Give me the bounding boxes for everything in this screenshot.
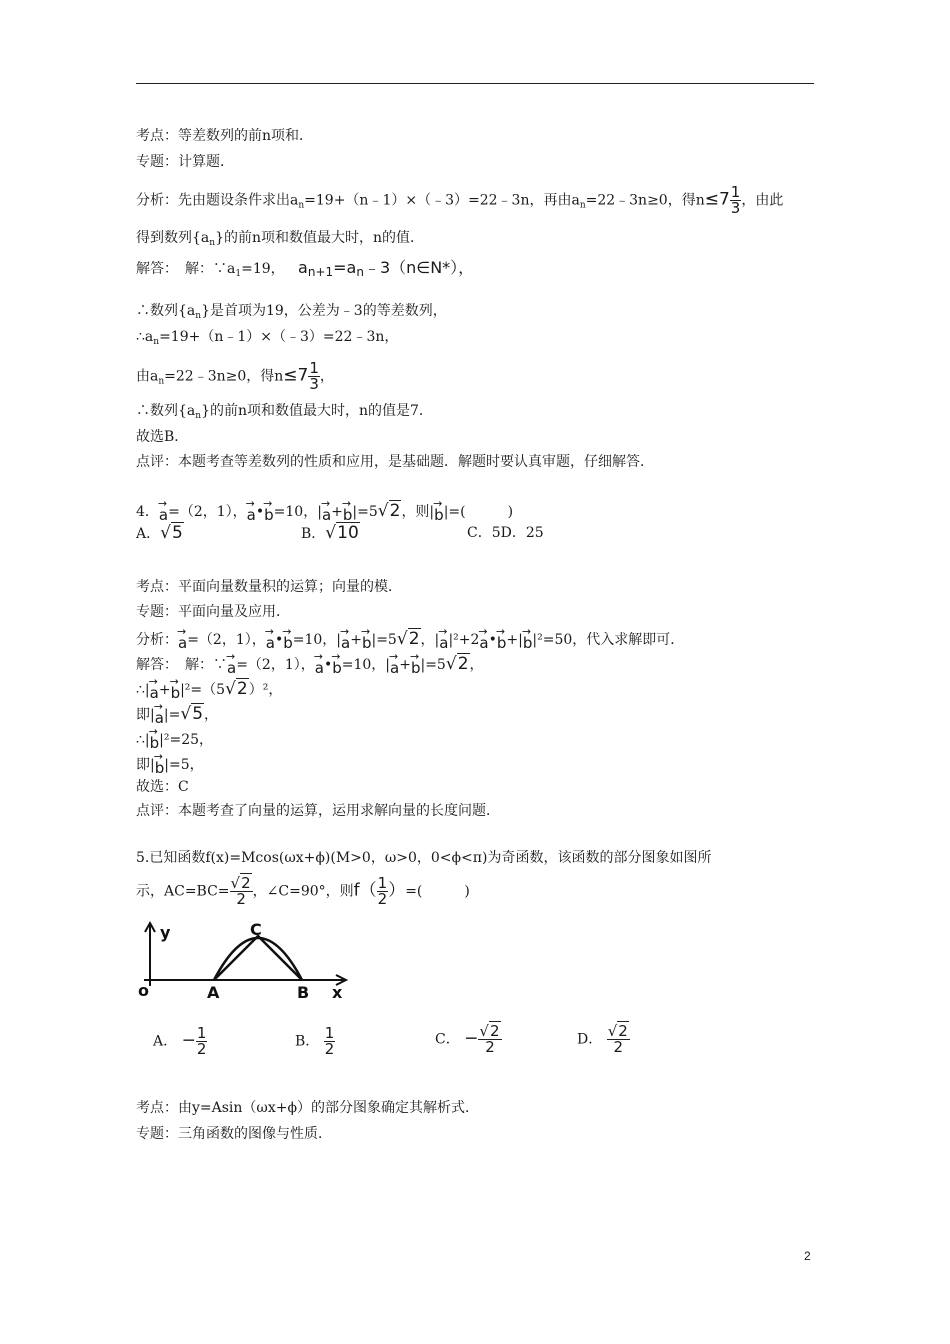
q4-step-1: ∴|→ a+→ b|²=（5√2）²，: [136, 678, 282, 702]
q4-jieda: 解答： 解：∵→ a=（2，1），→ a•→ b=10，|→ a+→ b|=5√2，: [136, 653, 484, 677]
label-y: y: [160, 923, 171, 942]
q5-stem-1: 5.已知函数f(x)=Mcos(ωx+ϕ)(M>0，ω>0，0<ϕ<π)为奇函数，该函数的部分图象如图所: [136, 850, 712, 866]
q5-option-a: A． − $\frac{1}{2}$: [153, 1024, 207, 1058]
q5-kaodian: 考点：由y=Asin（ωx+ϕ）的部分图象确定其解析式．: [136, 1100, 480, 1116]
q3-fenxi-2: 得到数列$\{a_n\}$的前n项和数值最大时，n的值．: [136, 230, 425, 248]
q3-kaodian: 考点：等差数列的前n项和．: [136, 128, 314, 144]
q3-guxuan: 故选B．: [136, 429, 189, 445]
q4-zhuanti: 专题：平面向量及应用．: [136, 604, 290, 620]
q5-stem-2: 示，AC=BC= $\frac{√2}{2}$ ，∠C=90°，则f（ $\frac{1}{2}$ ）=( ): [136, 874, 470, 908]
q3-step-2: $\therefore a_n=19+(n﹣1)\times(﹣3)=22﹣3n$，: [136, 329, 399, 347]
q3-jieda: 解答： 解：$\because a_1=19$， $a_{n+1}=a_n﹣3(n\in N*)$，: [136, 258, 475, 279]
q4-option-b: B．√10: [301, 523, 359, 543]
q3-step-1: ∴数列$\{a_n\}$是首项为19，公差为﹣3的等差数列，: [136, 303, 447, 321]
q3-step-4: ∴数列$\{a_n\}$的前n项和数值最大时，n的值是7．: [136, 403, 433, 421]
label-x: x: [332, 983, 343, 1000]
q4-kaodian: 考点：平面向量数量积的运算；向量的模．: [136, 579, 402, 595]
q4-step-2: 即|→ a|=√5，: [136, 703, 218, 727]
q3-fenxi: 分析：先由题设条件求出$a_n=19+(n﹣1)\times(﹣3)=22﹣3n$，再由$a_n=22﹣3n\ge 0$，得n≤7 $\frac{1}{3}$ ，由此: [136, 183, 784, 217]
q4-step-3: ∴|→ b|²=25，: [136, 728, 213, 752]
q3-step-3: 由$a_n=22﹣3n\ge 0$，得n≤7 $\frac{1}{3}$ ，: [136, 359, 334, 393]
page-number: 2: [804, 1249, 811, 1263]
label-c: C: [250, 920, 262, 939]
q4-dianping: 点评：本题考查了向量的运算，运用求解向量的长度问题．: [136, 803, 500, 819]
q4-stem: 4．→ a=（2，1），→ a•→ b=10，|→ a+→ b|=5√2，则|→ b|=( ): [136, 500, 513, 524]
label-o: o: [138, 981, 149, 1000]
q4-option-a: A．√5: [136, 523, 183, 543]
label-b: B: [297, 983, 310, 1000]
q5-option-c: C． − $\frac{√2}{2}$: [435, 1022, 500, 1056]
q3-dianping: 点评：本题考查等差数列的性质和应用，是基础题．解题时要认真审题，仔细解答．: [136, 454, 654, 470]
q5-zhuanti: 专题：三角函数的图像与性质．: [136, 1126, 332, 1142]
q4-fenxi: 分析：→ a=（2，1），→ a•→ b=10，|→ a+→ b|=5√2，|→ a|²+2→ a•→ b+|→ b|²=50，代入求解即可．: [136, 628, 684, 652]
q5-option-d: D． $\frac{√2}{2}$: [577, 1022, 628, 1056]
q4-option-cd: C．5D．25: [467, 525, 544, 541]
q3-zhuanti: 专题：计算题．: [136, 154, 234, 170]
header-rule: [136, 83, 814, 84]
q4-guxuan: 故选：C: [136, 779, 189, 795]
q4-step-4: 即|→ b|=5，: [136, 753, 204, 777]
q5-option-b: B． $\frac{1}{2}$: [295, 1024, 335, 1058]
function-graph-figure: [136, 918, 356, 1000]
sine-curve: [214, 938, 302, 980]
label-a: A: [207, 983, 220, 1000]
